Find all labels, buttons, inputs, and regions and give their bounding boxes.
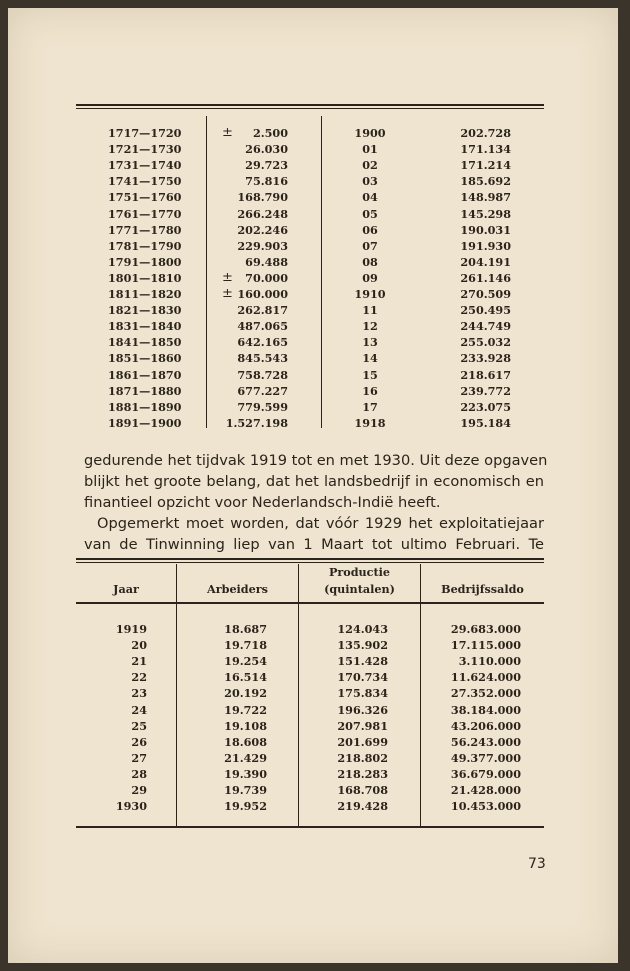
value2-cell: 171.134 [460, 142, 511, 157]
value2-cell: 270.509 [460, 287, 511, 301]
value-cell: 29.723 [245, 158, 288, 173]
header-balance: Bedrijfssaldo [441, 582, 524, 596]
table-row [8, 271, 618, 287]
workers-cell: 19.108 [224, 718, 267, 733]
value2-cell: 148.987 [460, 190, 511, 205]
table-2-bottom-rule [76, 826, 544, 828]
table-2-top-rule [76, 558, 544, 560]
period-cell: 1821—1830 [108, 303, 182, 318]
year-cell: 03 [362, 174, 378, 189]
production-cell: 151.428 [337, 654, 388, 669]
page-number: 73 [528, 856, 546, 872]
year-cell: 24 [131, 702, 147, 717]
production-cell: 218.283 [337, 766, 388, 781]
value-cell: 487.065 [237, 319, 288, 334]
table-row [8, 239, 618, 255]
period-cell: 1851—1860 [108, 351, 182, 366]
balance-cell: 38.184.000 [450, 702, 521, 717]
year-cell: 15 [362, 367, 378, 382]
production-cell: 196.326 [337, 702, 388, 717]
production-cell: 218.802 [337, 750, 388, 765]
year-cell: 12 [362, 319, 378, 334]
year-cell: 1900 [354, 126, 386, 140]
year-cell: 07 [362, 238, 378, 253]
value2-cell: 218.617 [460, 367, 511, 382]
header-production-line2: (quintalen) [324, 582, 395, 596]
value-cell: 758.728 [237, 367, 288, 382]
book-page [8, 8, 618, 963]
approx-sign: ± [222, 269, 233, 285]
approx-sign: ± [222, 286, 233, 301]
balance-cell: 3.110.000 [458, 654, 521, 669]
period-cell: 1871—1880 [108, 383, 182, 398]
value-cell: 229.903 [237, 238, 288, 253]
year-cell: 26 [131, 734, 147, 749]
period-cell: 1771—1780 [108, 222, 182, 237]
period-cell: 1891—1900 [108, 415, 182, 430]
value-cell: 1.527.198 [225, 415, 288, 430]
value2-cell: 145.298 [460, 206, 511, 221]
year-cell: 14 [362, 351, 378, 366]
production-cell: 124.043 [337, 622, 388, 636]
period-cell: 1781—1790 [108, 238, 182, 253]
header-production [299, 565, 420, 596]
balance-cell: 36.679.000 [450, 766, 521, 781]
paragraph-line: gedurende het tijdvak 1919 tot en met 1930. Uit deze opgaven [84, 452, 548, 469]
table-row [8, 416, 618, 432]
body-paragraph [84, 450, 548, 555]
workers-cell: 19.722 [224, 702, 267, 717]
period-cell: 1831—1840 [108, 319, 182, 334]
period-cell: 1861—1870 [108, 367, 182, 382]
paragraph-line: blijkt het groote belang, dat het landsbedrijf in economisch en [84, 473, 544, 490]
year-cell: 1918 [354, 415, 386, 430]
year-cell: 05 [362, 206, 378, 221]
balance-cell: 17.115.000 [450, 638, 521, 653]
value2-cell: 255.032 [460, 335, 511, 350]
year-cell: 11 [362, 303, 378, 318]
balance-cell: 11.624.000 [450, 670, 521, 685]
balance-cell: 27.352.000 [450, 686, 521, 701]
value2-cell: 202.728 [460, 126, 511, 140]
period-cell: 1761—1770 [108, 206, 182, 221]
balance-cell: 21.428.000 [450, 783, 521, 797]
table-row [8, 174, 618, 190]
production-cell: 175.834 [337, 686, 388, 701]
balance-cell: 10.453.000 [450, 799, 521, 814]
table-row [8, 799, 618, 815]
header-workers: Arbeiders [207, 582, 268, 596]
year-cell: 28 [131, 766, 147, 781]
period-cell: 1811—1820 [108, 287, 182, 301]
period-cell: 1791—1800 [108, 254, 182, 269]
table-row [8, 335, 618, 351]
period-cell: 1731—1740 [108, 158, 182, 173]
table-row [8, 255, 618, 271]
value-cell: 642.165 [237, 335, 288, 350]
paragraph-line: finantieel opzicht voor Nederlandsch-Indië heeft. [84, 494, 441, 511]
value2-cell: 171.214 [460, 158, 511, 173]
year-cell: 23 [131, 686, 147, 701]
value-cell: 202.246 [237, 222, 288, 237]
value2-cell: 185.692 [460, 174, 511, 189]
value2-cell: 195.184 [460, 415, 511, 430]
value-cell: 69.488 [245, 254, 288, 269]
value-cell: 70.000 [245, 270, 288, 285]
table-row [8, 319, 618, 335]
value-cell: 160.000 [237, 287, 288, 301]
approx-sign: ± [222, 125, 233, 140]
table-row [8, 351, 618, 367]
paragraph-line: van de Tinwinning liep van 1 Maart tot ultimo Februari. Te [84, 536, 544, 553]
year-cell: 06 [362, 222, 378, 237]
period-cell: 1881—1890 [108, 399, 182, 414]
year-cell: 25 [131, 718, 147, 733]
year-cell: 16 [362, 383, 378, 398]
production-cell: 201.699 [337, 734, 388, 749]
year-cell: 01 [362, 142, 378, 157]
workers-cell: 21.429 [224, 750, 267, 765]
table-row [8, 384, 618, 400]
table-row [8, 190, 618, 206]
value2-cell: 244.749 [460, 319, 511, 334]
table-row [8, 767, 618, 783]
table-row [8, 670, 618, 686]
value-cell: 677.227 [237, 383, 288, 398]
year-cell: 09 [362, 270, 378, 285]
balance-cell: 43.206.000 [450, 718, 521, 733]
value-cell: 26.030 [245, 142, 288, 157]
table-row [8, 622, 618, 638]
period-cell: 1751—1760 [108, 190, 182, 205]
year-cell: 29 [131, 783, 147, 797]
year-cell: 04 [362, 190, 378, 205]
production-cell: 170.734 [337, 670, 388, 685]
table-row [8, 287, 618, 303]
workers-cell: 19.739 [224, 783, 267, 797]
value2-cell: 233.928 [460, 351, 511, 366]
value-cell: 845.543 [237, 351, 288, 366]
table-row [8, 158, 618, 174]
table-1-top-rule-thin [76, 108, 544, 109]
production-cell: 135.902 [337, 638, 388, 653]
table-row [8, 638, 618, 654]
table-2-header-rule [76, 602, 544, 604]
production-cell: 219.428 [337, 799, 388, 814]
workers-cell: 18.687 [224, 622, 267, 636]
year-cell: 22 [131, 670, 147, 685]
table-1-top-rule [76, 104, 544, 106]
year-cell: 20 [131, 638, 147, 653]
table-row [8, 751, 618, 767]
table-row [8, 719, 618, 735]
workers-cell: 16.514 [224, 670, 267, 685]
table-row [8, 207, 618, 223]
period-cell: 1801—1810 [108, 270, 182, 285]
table-row [8, 783, 618, 799]
workers-cell: 18.608 [224, 734, 267, 749]
value-cell: 2.500 [252, 126, 288, 140]
period-cell: 1841—1850 [108, 335, 182, 350]
table-row [8, 142, 618, 158]
workers-cell: 19.254 [224, 654, 267, 669]
value2-cell: 261.146 [460, 270, 511, 285]
production-cell: 207.981 [337, 718, 388, 733]
header-production-line1: Productie [328, 565, 391, 579]
table-row [8, 686, 618, 702]
year-cell: 21 [131, 654, 147, 669]
value-cell: 779.599 [237, 399, 288, 414]
table-row [8, 303, 618, 319]
table-row [8, 400, 618, 416]
balance-cell: 29.683.000 [450, 622, 521, 636]
table-row [8, 654, 618, 670]
value2-cell: 223.075 [460, 399, 511, 414]
balance-cell: 56.243.000 [450, 734, 521, 749]
table-row [8, 735, 618, 751]
value2-cell: 239.772 [460, 383, 511, 398]
period-cell: 1741—1750 [108, 174, 182, 189]
table-row [8, 223, 618, 239]
value2-cell: 190.031 [460, 222, 511, 237]
header-year: Jaar [113, 582, 139, 596]
paragraph-line: Opgemerkt moet worden, dat vóór 1929 het exploitatiejaar [97, 515, 544, 532]
value-cell: 75.816 [245, 174, 288, 189]
table-2-top-rule-thin [76, 562, 544, 563]
value-cell: 262.817 [237, 303, 288, 318]
year-cell: 02 [362, 158, 378, 173]
production-cell: 168.708 [337, 783, 388, 797]
period-cell: 1717—1720 [108, 126, 182, 140]
value2-cell: 191.930 [460, 238, 511, 253]
workers-cell: 19.390 [224, 766, 267, 781]
workers-cell: 19.952 [224, 799, 267, 814]
workers-cell: 20.192 [224, 686, 267, 701]
workers-cell: 19.718 [224, 638, 267, 653]
year-cell: 13 [362, 335, 378, 350]
value2-cell: 204.191 [460, 254, 511, 269]
table-row [8, 126, 618, 142]
year-cell: 27 [131, 750, 147, 765]
year-cell: 17 [362, 399, 378, 414]
value-cell: 168.790 [237, 190, 288, 205]
year-cell: 1919 [115, 622, 147, 636]
year-cell: 1930 [115, 799, 147, 814]
value-cell: 266.248 [237, 206, 288, 221]
value2-cell: 250.495 [460, 303, 511, 318]
period-cell: 1721—1730 [108, 142, 182, 157]
table-row [8, 703, 618, 719]
year-cell: 1910 [354, 287, 386, 301]
year-cell: 08 [362, 254, 378, 269]
table-row [8, 368, 618, 384]
balance-cell: 49.377.000 [450, 750, 521, 765]
